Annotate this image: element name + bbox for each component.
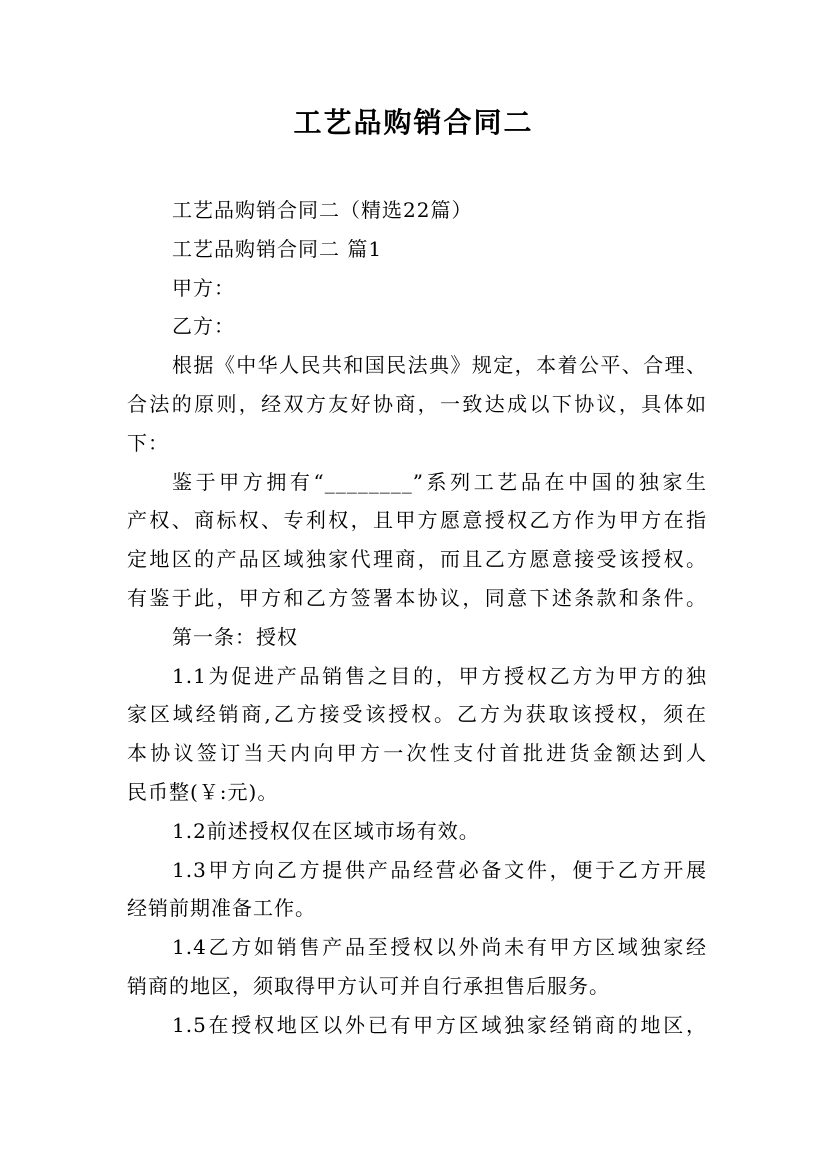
- clause-1-3: [127, 851, 707, 929]
- text-line: 1.5在授权地区以外已有甲方区域独家经销商的地区，: [172, 1012, 707, 1037]
- text-line: 销商的地区，须取得甲方认可并自行承担售后服务。: [127, 973, 610, 998]
- text-line: 下：: [127, 430, 169, 455]
- paragraph-legal-basis: [127, 346, 707, 462]
- article-1-heading: [127, 618, 707, 657]
- text-line: 甲方：: [172, 275, 235, 300]
- text-line: 经销前期准备工作。: [127, 896, 316, 921]
- text-line: 有鉴于此，甲方和乙方签署本协议，同意下述条款和条件。: [127, 585, 707, 610]
- text-line: 乙方：: [172, 314, 235, 339]
- paragraph-recitals: [127, 463, 707, 618]
- text-line: 1.3甲方向乙方提供产品经营必备文件，便于乙方开展: [172, 857, 707, 882]
- text-line: 根据《中华人民共和国民法典》规定，本着公平、合理、: [172, 353, 707, 378]
- clause-1-5: [127, 1006, 707, 1045]
- text-line: 合法的原则，经双方友好协商，一致达成以下协议，具体如: [127, 391, 707, 416]
- text-line: 工艺品购销合同二（精选22篇）: [172, 198, 473, 222]
- document-title: 工艺品购销合同二: [293, 106, 534, 139]
- text-line: 工艺品购销合同二 篇1: [172, 236, 383, 261]
- text-line: 1.4乙方如销售产品至授权以外尚未有甲方区域独家经: [172, 935, 707, 960]
- clause-1-1: [127, 657, 707, 812]
- text-line: 定地区的产品区域独家代理商，而且乙方愿意接受该授权。: [127, 547, 707, 572]
- clause-1-4: [127, 928, 707, 1006]
- paragraph-chapter-heading: [127, 230, 707, 269]
- text-line: 民币整(￥:元)。: [127, 779, 279, 804]
- document-body: [127, 191, 707, 1045]
- paragraph-party-b: [127, 307, 707, 346]
- text-line: 本协议签订当天内向甲方一次性支付首批进货金额达到人: [127, 741, 707, 766]
- text-line: 家区域经销商,乙方接受该授权。乙方为获取该授权，须在: [127, 702, 707, 727]
- paragraph-party-a: [127, 269, 707, 308]
- text-line: 产权、商标权、专利权，且甲方愿意授权乙方作为甲方在指: [127, 508, 707, 533]
- text-line: 1.2前述授权仅在区域市场有效。: [172, 818, 480, 843]
- text-line: 1.1为促进产品销售之目的，甲方授权乙方为甲方的独: [172, 663, 707, 688]
- text-line: 第一条：授权: [172, 624, 298, 649]
- paragraph-subtitle: [127, 191, 707, 230]
- clause-1-2: [127, 812, 707, 851]
- text-line: 鉴于甲方拥有“________”系列工艺品在中国的独家生: [172, 469, 707, 494]
